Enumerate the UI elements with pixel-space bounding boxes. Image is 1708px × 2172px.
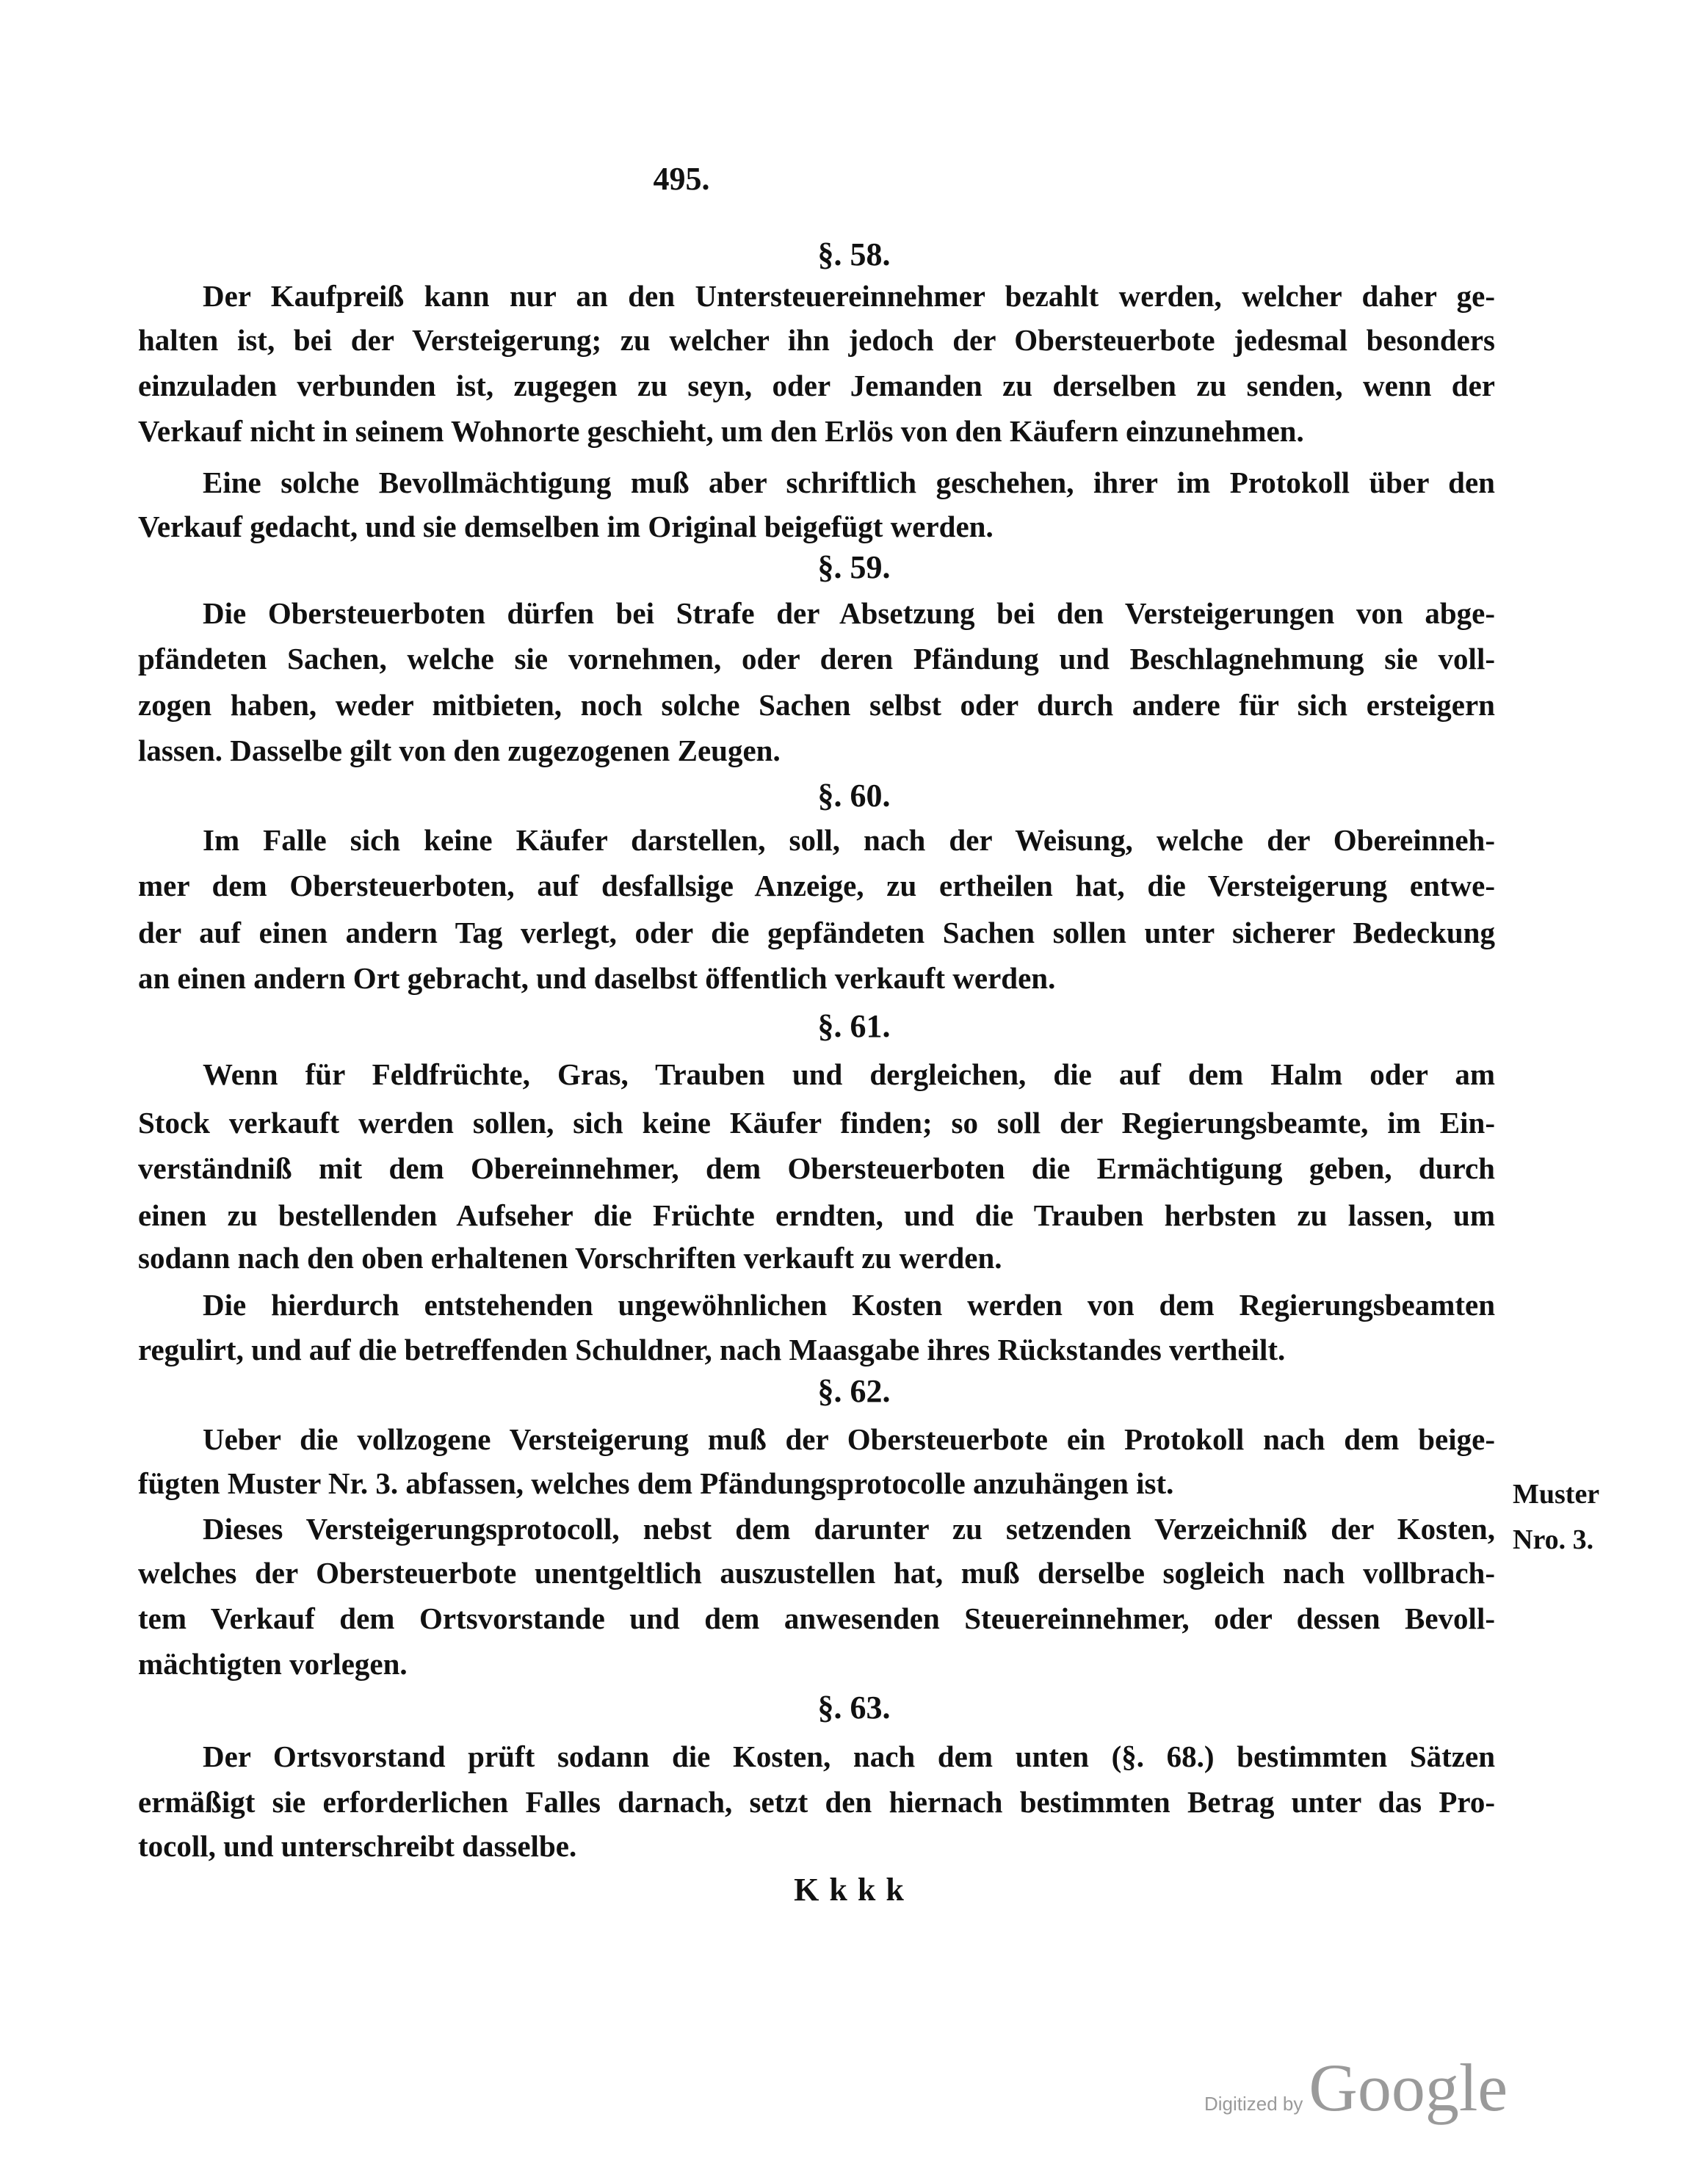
- section-heading: §. 60.: [817, 778, 891, 814]
- text-line: fügten Muster Nr. 3. abfassen, welches dem Pfändungsprotocolle anzuhängen ist.: [138, 1466, 1174, 1500]
- text-line: Im Falle sich keine Käufer darstellen, soll, nach der Weisung, welche der Obereinneh-: [203, 823, 1495, 857]
- margin-note-muster: Muster: [1513, 1479, 1600, 1510]
- text-line: einzuladen verbunden ist, zugegen zu seyn, oder Jemanden zu derselben zu senden, wenn der: [138, 369, 1495, 402]
- section-heading: §. 59.: [817, 549, 891, 585]
- text-line: lassen. Dasselbe gilt von den zugezogenen Zeugen.: [138, 734, 781, 767]
- text-line: der auf einen andern Tag verlegt, oder die gepfändeten Sachen sollen unter sicherer Bedeckung: [138, 916, 1495, 949]
- page-number: 495.: [653, 161, 710, 197]
- digitized-by-google-watermark: [1204, 2049, 1508, 2126]
- text-line: Ueber die vollzogene Versteigerung muß der Obersteuerbote ein Protokoll nach dem beige-: [203, 1422, 1495, 1456]
- section-heading: §. 58.: [817, 236, 891, 272]
- watermark-prefix: Digitized by: [1204, 2093, 1303, 2115]
- text-line: einen zu bestellenden Aufseher die Früchte erndten, und die Trauben herbsten zu lassen, um: [138, 1198, 1495, 1232]
- text-line: ermäßigt sie erforderlichen Falles darnach, setzt den hiernach bestimmten Betrag unter das Pro-: [138, 1785, 1495, 1819]
- text-line: Verkauf nicht in seinem Wohnorte geschieht, um den Erlös von den Käufern einzunehmen.: [138, 414, 1304, 448]
- signature-mark: Kkkk: [794, 1872, 914, 1908]
- text-line: Die hierdurch entstehenden ungewöhnlichen Kosten werden von dem Regierungsbeamten: [203, 1288, 1495, 1322]
- text-line: sodann nach den oben erhaltenen Vorschriften verkauft zu werden.: [138, 1241, 1002, 1275]
- text-line: Eine solche Bevollmächtigung muß aber schriftlich geschehen, ihrer im Protokoll über den: [203, 466, 1495, 499]
- text-line: tem Verkauf dem Ortsvorstande und dem anwesenden Steuereinnehmer, oder dessen Bevoll-: [138, 1601, 1495, 1635]
- text-line: regulirt, und auf die betreffenden Schuldner, nach Maasgabe ihres Rückstandes vertheilt.: [138, 1333, 1286, 1366]
- text-line: mächtigten vorlegen.: [138, 1647, 408, 1681]
- text-line: pfändeten Sachen, welche sie vornehmen, oder deren Pfändung und Beschlagnehmung sie voll-: [138, 642, 1495, 676]
- text-line: mer dem Obersteuerboten, auf desfallsige Anzeige, zu ertheilen hat, die Versteigerung entwe-: [138, 869, 1495, 902]
- margin-note-number: Nro. 3.: [1513, 1524, 1594, 1555]
- text-line: halten ist, bei der Versteigerung; zu welcher ihn jedoch der Obersteuerbote jedesmal besonders: [138, 323, 1495, 357]
- text-line: zogen haben, weder mitbieten, noch solche Sachen selbst oder durch andere für sich ersteigern: [138, 688, 1495, 722]
- text-line: Der Ortsvorstand prüft sodann die Kosten, nach dem unten (§. 68.) bestimmten Sätzen: [203, 1740, 1495, 1773]
- section-heading: §. 63.: [817, 1690, 891, 1726]
- section-heading: §. 61.: [817, 1008, 891, 1044]
- text-line: welches der Obersteuerbote unentgeltlich auszustellen hat, muß derselbe sogleich nach vollbrach-: [138, 1556, 1495, 1590]
- text-line: an einen andern Ort gebracht, und daselbst öffentlich verkauft werden.: [138, 961, 1056, 995]
- text-line: Dieses Versteigerungsprotocoll, nebst dem darunter zu setzenden Verzeichniß der Kosten,: [203, 1512, 1495, 1546]
- text-line: Wenn für Feldfrüchte, Gras, Trauben und dergleichen, die auf dem Halm oder am: [203, 1057, 1495, 1091]
- text-line: tocoll, und unterschreibt dasselbe.: [138, 1829, 577, 1863]
- text-line: Verkauf gedacht, und sie demselben im Original beigefügt werden.: [138, 510, 994, 543]
- text-line: Stock verkauft werden sollen, sich keine Käufer finden; so soll der Regierungsbeamte, im Ein-: [138, 1106, 1495, 1140]
- text-line: Der Kaufpreiß kann nur an den Untersteuereinnehmer bezahlt werden, welcher daher ge-: [203, 279, 1495, 313]
- watermark-brand: Google: [1309, 2050, 1508, 2125]
- section-heading: §. 62.: [817, 1373, 891, 1409]
- text-line: Die Obersteuerboten dürfen bei Strafe der Absetzung bei den Versteigerungen von abge-: [203, 596, 1495, 630]
- text-line: verständniß mit dem Obereinnehmer, dem Obersteuerboten die Ermächtigung geben, durch: [138, 1151, 1495, 1185]
